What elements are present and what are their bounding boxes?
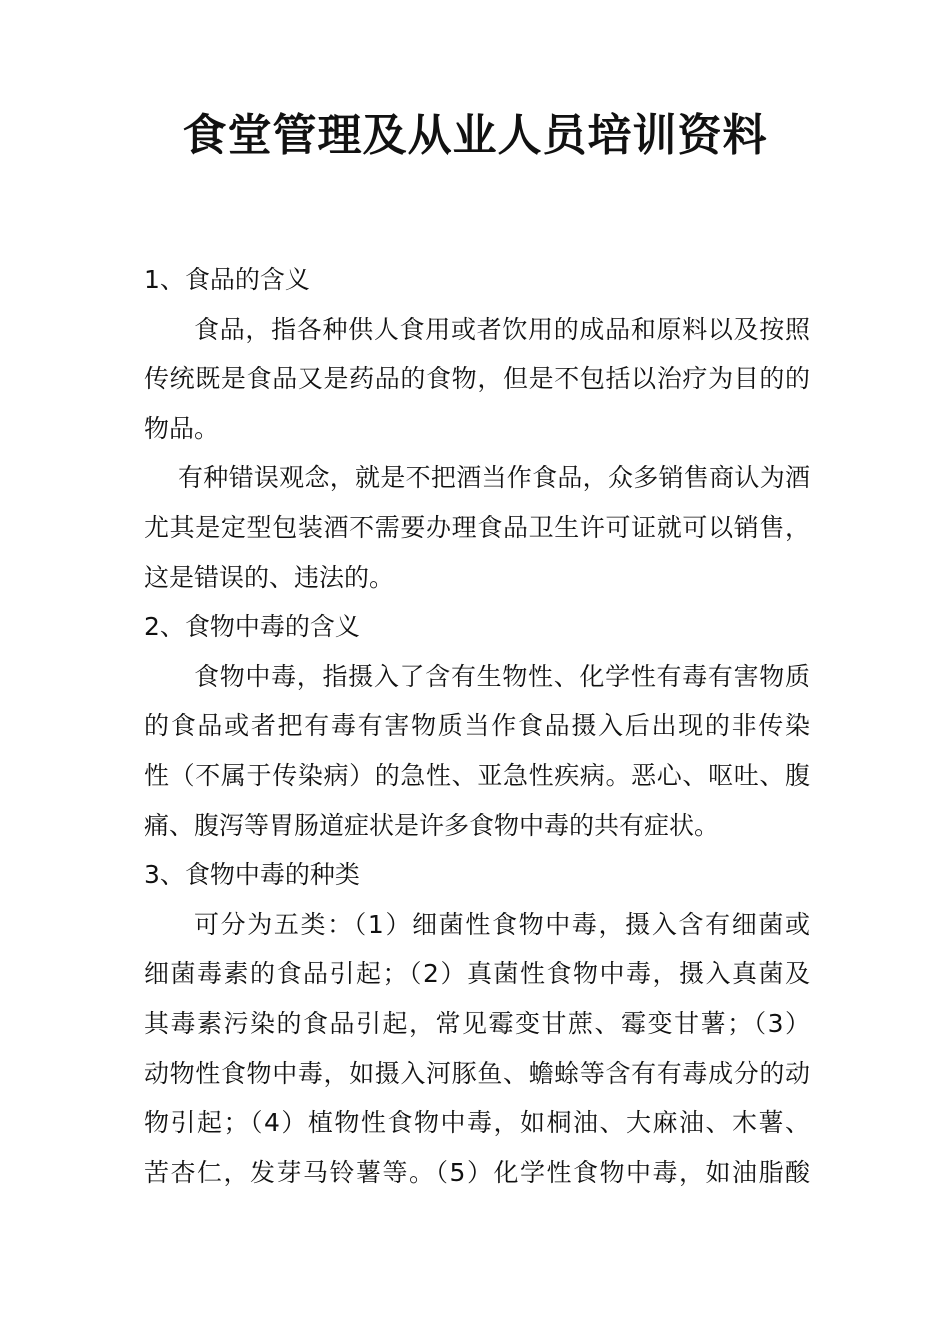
paragraph-line: 有种错误观念，就是不把酒当作食品，众多销售商认为酒 [178, 463, 810, 493]
paragraph-line: 尤其是定型包装酒不需要办理食品卫生许可证就可以销售， [144, 512, 810, 542]
paragraph-line: 细菌毒素的食品引起；（2）真菌性食物中毒，摄入真菌及 [144, 959, 810, 989]
paragraph-line: 传统既是食品又是药品的食物，但是不包括以治疗为目的的 [144, 364, 810, 394]
paragraph-line: 食物中毒，指摄入了含有生物性、化学性有毒有害物质 [194, 661, 810, 691]
section-heading: 2、食物中毒的含义 [144, 612, 360, 642]
paragraph-line: 痛、腹泻等胃肠道症状是许多食物中毒的共有症状。 [144, 810, 720, 840]
section-heading: 1、食品的含义 [144, 265, 310, 294]
section-heading: 3、食物中毒的种类 [144, 860, 360, 890]
paragraph-line: 苦杏仁，发芽马铃薯等。（5）化学性食物中毒，如油脂酸 [144, 1157, 810, 1187]
document-title: 食堂管理及从业人员培训资料 [182, 110, 768, 161]
paragraph-line: 物品。 [144, 413, 220, 443]
document-body [144, 255, 810, 1197]
paragraph-line: 食品，指各种供人食用或者饮用的成品和原料以及按照 [194, 314, 810, 344]
paragraph-line: 可分为五类：（1）细菌性食物中毒，摄入含有细菌或 [194, 909, 810, 939]
paragraph-line: 的食品或者把有毒有害物质当作食品摄入后出现的非传染 [144, 711, 810, 741]
paragraph-line: 物引起；（4）植物性食物中毒，如桐油、大麻油、木薯、 [144, 1108, 810, 1138]
paragraph-line: 动物性食物中毒，如摄入河豚鱼、蟾蜍等含有有毒成分的动 [144, 1058, 810, 1088]
paragraph-line: 性（不属于传染病）的急性、亚急性疾病。恶心、呕吐、腹 [144, 760, 810, 790]
paragraph-line: 其毒素污染的食品引起，常见霉变甘蔗、霉变甘薯；（3） [144, 1008, 810, 1038]
paragraph-line: 这是错误的、违法的。 [144, 562, 395, 592]
